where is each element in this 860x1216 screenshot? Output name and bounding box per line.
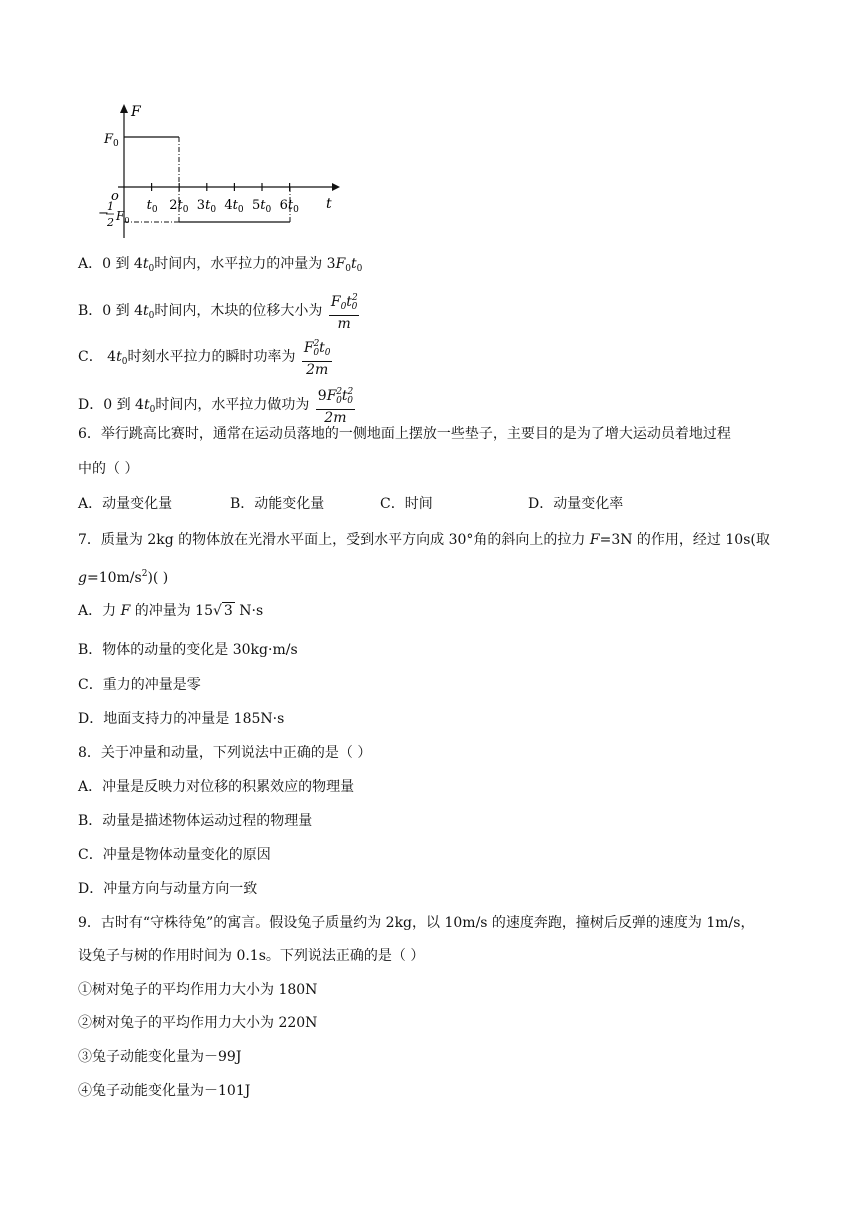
q9-stem-line2: 设兔子与树的作用时间为 0.1s。下列说法正确的是（ ） <box>78 948 425 964</box>
tick-label: $3t_0$ <box>196 198 217 215</box>
q5-c-fraction: $\frac{F^2_0t_0}{2m}$ <box>302 336 333 378</box>
q5-a-t: t <box>142 256 149 272</box>
q8-option-d[interactable]: D．冲量方向与动量方向一致 <box>78 881 258 897</box>
q5-d-t: t <box>143 397 150 413</box>
q6-option-d[interactable]: D．动量变化率 <box>528 496 624 512</box>
q9-statement-4: ④兔子动能变化量为－101J <box>78 1083 251 1099</box>
tick-label: $4t_0$ <box>224 198 244 215</box>
neg-half-f0: $F_0$ <box>116 209 130 225</box>
q5-option-a[interactable] <box>78 254 362 279</box>
q7-option-b[interactable]: B．物体的动量的变化是 30kg·m/s <box>78 642 298 658</box>
q6-option-c[interactable]: C．时间 <box>380 496 433 512</box>
q9-stem-line1: 9．古时有“守株待兔”的寓言。假设兔子质量约为 2kg，以 10m/s 的速度奔跑，撞树后反弹的速度为 1m/s， <box>78 915 755 931</box>
q7-option-d[interactable]: D．地面支持力的冲量是 185N·s <box>78 711 285 727</box>
f-axis-arrow <box>120 104 128 113</box>
q5-a-t2sub: 0 <box>356 264 363 274</box>
q6-stem-line2: 中的（ ） <box>78 461 139 477</box>
q7-option-c[interactable]: C．重力的冲量是零 <box>78 677 201 693</box>
q5-a-t2: t <box>351 256 357 272</box>
f-axis-label: F <box>131 104 141 120</box>
tick-group <box>147 183 300 215</box>
q5-d-prefix: D．0 到 4 <box>78 397 144 413</box>
q8-option-c[interactable]: C．冲量是物体动量变化的原因 <box>78 847 271 863</box>
q9-statement-1: ①树对兔子的平均作用力大小为 180N <box>78 982 318 998</box>
q5-d-mid: 时间内，水平拉力做功为 <box>155 397 310 413</box>
q7-stem-line2: $g=10m/s^2$)( ) <box>78 569 169 586</box>
q5-a-F: F <box>335 256 346 272</box>
t-axis-arrow <box>332 183 340 191</box>
q5-d-fraction: $\frac{9F^2_0t^2_0}{2m}$ <box>316 384 355 426</box>
neg-half-den: 2 <box>107 216 114 229</box>
q5-d-sub: 0 <box>149 405 156 415</box>
q5-c-mid: 时刻水平拉力的瞬时功率为 <box>127 349 296 365</box>
tick-label: $2t_0$ <box>169 198 189 215</box>
tick-label: $5t_0$ <box>252 198 272 215</box>
neg-half-num: 1 <box>107 200 114 213</box>
q5-a-sub: 0 <box>148 264 155 274</box>
q5-c-prefix: C． 4 <box>78 349 117 365</box>
q5-option-c[interactable] <box>78 336 332 378</box>
force-time-graph <box>100 100 350 240</box>
q6-stem-line1: 6．举行跳高比赛时，通常在运动员落地的一侧地面上摆放一些垫子，主要目的是为了增大运动员着地过程 <box>78 426 731 442</box>
q7-option-a[interactable]: A．力 F 的冲量为 15√ 3 N·s <box>78 603 264 619</box>
q8-option-a[interactable]: A．冲量是反映力对位移的积累效应的物理量 <box>78 779 355 795</box>
q5-option-b[interactable] <box>78 290 359 332</box>
q5-option-d[interactable] <box>78 384 355 426</box>
tick-label: $t_0$ <box>146 198 158 215</box>
q5-b-sub: 0 <box>148 311 155 321</box>
q5-c-t: t <box>116 349 122 365</box>
q6-option-b[interactable]: B．动能变化量 <box>230 496 325 512</box>
q5-b-fraction: $\frac{F_0t^2_0}{m}$ <box>329 290 360 332</box>
q5-a-Fsub: 0 <box>345 264 352 274</box>
tick-label: $6t_0$ <box>279 198 299 215</box>
q6-option-a[interactable]: A．动量变化量 <box>78 496 173 512</box>
q5-b-prefix: B．0 到 4 <box>78 303 144 319</box>
neg-sign: − <box>98 206 109 221</box>
q8-stem: 8．关于冲量和动量，下列说法中正确的是（ ） <box>78 745 372 761</box>
q8-option-b[interactable]: B．动量是描述物体运动过程的物理量 <box>78 813 313 829</box>
f0-label: $F_0$ <box>104 132 119 149</box>
q7-stem-line1: 7．质量为 2kg 的物体放在光滑水平面上，受到水平方向成 30°角的斜向上的拉力 F=3N 的作用，经过 10s(取 <box>78 532 770 548</box>
origin-label: o <box>111 189 119 204</box>
t-axis-label: t <box>326 196 332 212</box>
q5-b-t: t <box>143 303 149 319</box>
q9-statement-2: ②树对兔子的平均作用力大小为 220N <box>78 1015 318 1031</box>
q5-a-mid: 时间内，水平拉力的冲量为 3 <box>154 256 336 272</box>
q6-options <box>78 494 623 514</box>
q5-c-sub: 0 <box>121 357 128 367</box>
q5-a-prefix: A．0 到 4 <box>78 256 143 272</box>
q5-b-mid: 时间内，木块的位移大小为 <box>154 303 323 319</box>
q9-statement-3: ③兔子动能变化量为－99J <box>78 1049 242 1065</box>
